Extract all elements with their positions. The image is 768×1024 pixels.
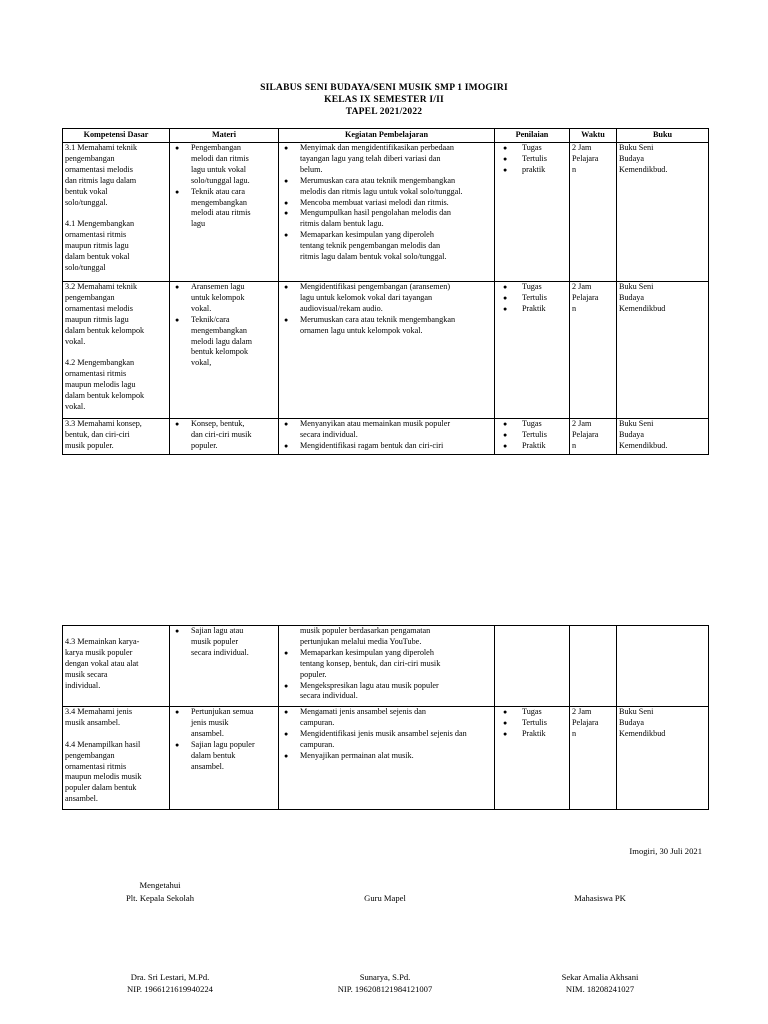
kegiatan-item (281, 176, 492, 198)
kd-line: musik populer. (65, 440, 114, 450)
materi-line: lagu (191, 219, 206, 229)
kd-line: pengembangan (65, 153, 115, 163)
materi-item (172, 740, 276, 773)
kegiatan-line: secara individual. (300, 691, 358, 701)
kegiatan-line: tentang konsep, bentuk, dan ciri-ciri musik (300, 658, 441, 668)
kd-line: pengembangan (65, 750, 115, 760)
kd-line: solo/tunggal (65, 262, 106, 272)
column-header: Buku (617, 129, 709, 143)
kegiatan-line: melodis dan ritmis lagu untuk vokal solo/tunggal. (300, 186, 463, 196)
buku-cell (617, 282, 709, 419)
kegiatan-line: audiovisual/rekam audio. (300, 303, 383, 313)
kegiatan-continued (281, 626, 492, 648)
kegiatan-item (281, 208, 492, 230)
materi-line: dan ciri-ciri musik (191, 429, 252, 439)
waktu-cell (570, 707, 617, 810)
kd-line: 4.4 Menampilkan hasil (65, 739, 141, 749)
penilaian-item: ● Tertulis (497, 154, 567, 165)
column-header: Waktu (570, 129, 617, 143)
kd-line: individual. (65, 680, 101, 690)
kegiatan-item (281, 419, 492, 441)
materi-item (172, 143, 276, 187)
principal-name: Dra. Sri Lestari, M.Pd. (130, 972, 210, 982)
teacher-title: Guru Mapel (364, 893, 406, 903)
materi-list (172, 143, 276, 230)
waktu-line: n (572, 303, 577, 313)
principal-nip: NIP. 196612161994022​4 (127, 984, 213, 994)
materi-line: populer. (191, 440, 218, 450)
materi-cell (170, 626, 279, 707)
kegiatan-item (281, 707, 492, 729)
kd-line: dalam bentuk kelompok (65, 391, 145, 401)
kd-gap (65, 626, 167, 637)
penilaian-item: ● Praktik (497, 304, 567, 315)
kegiatan-line: ● Memaparkan kesimpulan yang diperoleh (300, 230, 434, 240)
waktu-line: n (572, 440, 577, 450)
kegiatan-cell (279, 707, 495, 810)
penilaian-list (497, 282, 567, 315)
table-row (63, 143, 709, 282)
kompetensi-dasar-cell (63, 419, 170, 455)
materi-line: ● Sajian lagu atau (191, 626, 244, 635)
table-row (63, 282, 709, 419)
buku-line: Kemendikbud (619, 728, 666, 738)
kegiatan-line: ● Mengidentifikasi jenis musik ansambel sejenis dan (300, 728, 467, 738)
waktu-cell (570, 626, 617, 707)
buku-cell (617, 707, 709, 810)
syllabus-title: SILABUS SENI BUDAYA/SENI MUSIK SMP 1 IMOGIRI (260, 83, 508, 93)
kegiatan-item (281, 198, 492, 209)
kegiatan-item (281, 143, 492, 176)
kegiatan-item (281, 282, 492, 315)
kd-line: dan ritmis lagu dalam (65, 175, 137, 185)
kegiatan-line: ● Mencoba membuat variasi melodi dan ritmis. (300, 197, 449, 207)
kompetensi-dasar-cell (63, 143, 170, 282)
penilaian-list (497, 707, 567, 740)
buku-line: Buku Seni (619, 282, 654, 291)
materi-line: vokal. (191, 303, 212, 313)
kd-line: maupun melodis lagu (65, 380, 136, 390)
kegiatan-line: ● Memaparkan kesimpulan yang diperoleh (300, 647, 434, 657)
table-row (63, 626, 709, 707)
kegiatan-cell (279, 419, 495, 455)
materi-line: mengembangkan (191, 197, 247, 207)
kompetensi-dasar-cell (63, 626, 170, 707)
penilaian-list (497, 143, 567, 176)
materi-line: mengembangkan (191, 325, 247, 335)
materi-line: secara individual. (191, 647, 249, 657)
materi-item (172, 282, 276, 315)
materi-line: bentuk kelompok (191, 347, 249, 357)
principal-title: Plt. Kepala Sekolah (125, 893, 195, 903)
school-year: TAPEL 2021/2022 (345, 107, 423, 117)
materi-item (172, 187, 276, 231)
table-row (63, 419, 709, 455)
penilaian-list (497, 419, 567, 452)
kd-gap (65, 208, 167, 219)
kegiatan-line: ritmis lagu dalam bentuk vokal solo/tunggal. (300, 252, 447, 262)
kd-line: 4.2 Mengembangkan (65, 358, 135, 368)
kd-line: musik ansambel. (65, 717, 121, 727)
kegiatan-line: ● Mengumpulkan hasil pengolahan melodis dan (300, 208, 451, 218)
materi-item (172, 626, 276, 659)
table-header-row (63, 129, 709, 143)
penilaian-item: ● Praktik (497, 729, 567, 740)
penilaian-item: ● praktik (497, 165, 567, 176)
syllabus-table-2 (62, 625, 709, 810)
materi-list (172, 419, 276, 452)
materi-line: jenis musik (191, 717, 229, 727)
kd-line: pengembangan (65, 292, 115, 302)
kd-line: vokal. (65, 336, 86, 346)
kd-gap (65, 729, 167, 740)
kegiatan-item (281, 751, 492, 762)
materi-line: melodi dan ritmis (191, 153, 249, 163)
materi-item (172, 707, 276, 740)
kegiatan-line: ● Menyimak dan mengidentifikasikan perbedaan (300, 143, 454, 152)
materi-line: untuk kelompok (191, 292, 245, 302)
kd-line: dengan vokal atau alat (65, 658, 139, 668)
table-row (63, 707, 709, 810)
penilaian-cell (495, 143, 570, 282)
kegiatan-line: ● Mengekspresikan lagu atau musik populer (300, 680, 439, 690)
penilaian-item: ● Tertulis (497, 718, 567, 729)
kompetensi-dasar-cell (63, 282, 170, 419)
kompetensi-dasar-cell (63, 707, 170, 810)
kegiatan-list (281, 419, 492, 452)
waktu-line: n (572, 164, 577, 174)
materi-list (172, 282, 276, 369)
kegiatan-line: campuran. (300, 717, 335, 727)
buku-line: Budaya (619, 292, 645, 302)
kd-line: 3.3 Memahami konsep, (65, 419, 142, 428)
kegiatan-list (281, 648, 492, 703)
kegiatan-list (281, 143, 492, 263)
waktu-cell (570, 419, 617, 455)
place-date: Imogiri, 30 Juli 2021 (629, 846, 702, 856)
kegiatan-line: secara individual. (300, 429, 358, 439)
kd-line: bentuk, dan ciri-ciri (65, 429, 130, 439)
buku-line: Buku Seni (619, 707, 654, 716)
kegiatan-line: musik populer berdasarkan pengamatan (300, 626, 431, 635)
buku-line: Kemendikbud (619, 303, 666, 313)
kd-line: ornamentasi melodis (65, 164, 133, 174)
kd-line: ornamentasi ritmis (65, 230, 127, 240)
penilaian-cell (495, 707, 570, 810)
materi-item (172, 315, 276, 370)
penilaian-item: ● Tugas (497, 707, 567, 718)
penilaian-cell (495, 419, 570, 455)
waktu-line: 2 Jam (572, 282, 592, 291)
materi-line: ● Aransemen lagu (191, 282, 245, 291)
materi-line: melodi atau ritmis (191, 208, 251, 218)
kegiatan-line: tayangan lagu yang telah diberi variasi dan (300, 153, 441, 163)
column-header: Kompetensi Dasar (63, 129, 170, 143)
materi-cell (170, 707, 279, 810)
waktu-cell (570, 282, 617, 419)
kegiatan-line: ● Menyajikan permainan alat musik. (300, 750, 414, 760)
materi-line: ● Teknik/cara (191, 314, 230, 324)
waktu-cell (570, 143, 617, 282)
waktu-line: Pelajara (572, 292, 599, 302)
kegiatan-item (281, 648, 492, 681)
materi-line: melodi lagu dalam (191, 336, 252, 346)
kegiatan-line: ritmis dalam bentuk lagu. (300, 219, 384, 229)
kegiatan-item (281, 681, 492, 703)
kegiatan-line: ornamen lagu untuk kelompok vokal. (300, 325, 423, 335)
materi-line: ● Pengembangan (191, 143, 242, 152)
kd-line: ornamentasi melodis (65, 303, 133, 313)
column-header: Materi (170, 129, 279, 143)
kd-line: bentuk vokal (65, 186, 108, 196)
student-name: Sekar Amalia Akhsani (561, 972, 639, 982)
materi-item (172, 419, 276, 452)
kegiatan-line: lagu untuk kelomok vokal dari tayangan (300, 292, 433, 302)
kegiatan-item (281, 441, 492, 452)
kegiatan-cell (279, 626, 495, 707)
kegiatan-list (281, 282, 492, 337)
materi-line: musik populer (191, 636, 239, 646)
materi-cell (170, 419, 279, 455)
kd-line: maupun ritmis lagu (65, 314, 129, 324)
kd-gap (65, 347, 167, 358)
teacher-nip: NIP. 196208121984121007 (337, 984, 433, 994)
kd-line: dalam bentuk vokal (65, 252, 130, 262)
student-title: Mahasiswa PK (574, 893, 626, 903)
buku-line: Buku Seni (619, 143, 654, 152)
kegiatan-item (281, 729, 492, 751)
materi-list (172, 707, 276, 772)
class-semester: KELAS IX SEMESTER I/II (324, 95, 444, 105)
kd-line: maupun ritmis lagu (65, 241, 129, 251)
kegiatan-list (281, 707, 492, 762)
column-header: Kegiatan Pembelajaran (279, 129, 495, 143)
waktu-line: Pelajara (572, 717, 599, 727)
kegiatan-line: ● Merumuskan cara atau teknik mengembangkan (300, 175, 456, 185)
waktu-line: 2 Jam (572, 707, 592, 716)
buku-cell (617, 419, 709, 455)
waktu-line: 2 Jam (572, 143, 592, 152)
kegiatan-line: ● Mengamati jenis ansambel sejenis dan (300, 707, 426, 716)
kd-line: musik secara (65, 669, 108, 679)
buku-line: Budaya (619, 153, 645, 163)
kd-line: dalam bentuk kelompok (65, 325, 145, 335)
kegiatan-item (281, 315, 492, 337)
kegiatan-line: campuran. (300, 739, 335, 749)
kd-line: solo/tunggal. (65, 197, 108, 207)
buku-line: Budaya (619, 717, 645, 727)
materi-cell (170, 143, 279, 282)
waktu-line: 2 Jam (572, 419, 592, 428)
penilaian-item: ● Tugas (497, 143, 567, 154)
kegiatan-item (281, 230, 492, 263)
buku-line: Kemendikbud. (619, 164, 668, 174)
kegiatan-cell (279, 282, 495, 419)
materi-cell (170, 282, 279, 419)
materi-line: ansambel. (191, 728, 224, 738)
waktu-line: n (572, 728, 577, 738)
syllabus-table-1 (62, 128, 709, 455)
student-nim: NIM. 18208241027 (565, 984, 635, 994)
kd-line: ansambel. (65, 794, 98, 804)
kd-line: vokal. (65, 401, 86, 411)
materi-list (172, 626, 276, 659)
kegiatan-line: ● Mengidentifikasi pengembangan (aransemen) (300, 282, 451, 291)
waktu-line: Pelajara (572, 429, 599, 439)
kd-line: 3.2 Memahami teknik (65, 282, 138, 291)
penilaian-item: ● Tugas (497, 419, 567, 430)
penilaian-item: ● Praktik (497, 441, 567, 452)
penilaian-item: ● Tugas (497, 282, 567, 293)
kegiatan-line: belum. (300, 164, 323, 174)
materi-line: ● Sajian lagu populer (191, 739, 255, 749)
penilaian-cell (495, 282, 570, 419)
penilaian-item: ● Tertulis (497, 293, 567, 304)
materi-line: ansambel. (191, 761, 224, 771)
kd-line: ornamentasi ritmis (65, 369, 127, 379)
kd-line: ornamentasi ritmis (65, 761, 127, 771)
buku-line: Kemendikbud. (619, 440, 668, 450)
kegiatan-cell (279, 143, 495, 282)
column-header: Penilaian (495, 129, 570, 143)
kd-line: karya musik populer (65, 647, 133, 657)
waktu-line: Pelajara (572, 153, 599, 163)
approval-label: Mengetahui (139, 880, 181, 890)
buku-cell (617, 143, 709, 282)
teacher-name: Sunarya, S.Pd. (359, 972, 411, 982)
kegiatan-line: pertunjukan melalui media YouTube. (300, 636, 422, 646)
kd-line: 3.1 Memahami teknik (65, 143, 138, 152)
kegiatan-line: ● Merumuskan cara atau teknik mengembangkan (300, 314, 456, 324)
kd-line: 3.4 Memahami jenis (65, 707, 133, 716)
materi-line: dalam bentuk (191, 750, 236, 760)
kegiatan-line: ● Mengidentifikasi ragam bentuk dan ciri-ciri (300, 440, 444, 450)
materi-line: ● Konsep, bentuk, (191, 419, 245, 428)
penilaian-cell (495, 626, 570, 707)
kegiatan-line: tentang teknik pengembangan melodis dan (300, 241, 441, 251)
kd-line: 4.1 Mengembangkan (65, 219, 135, 229)
penilaian-item: ● Tertulis (497, 430, 567, 441)
materi-line: solo/tunggal lagu. (191, 175, 250, 185)
kd-line: maupun melodis musik (65, 772, 142, 782)
materi-line: lagu untuk vokal (191, 164, 247, 174)
materi-line: ● Pertunjukan semua (191, 707, 254, 716)
kd-line: populer dalam bentuk (65, 783, 137, 793)
kegiatan-line: ● Menyanyikan atau memainkan musik populer (300, 419, 451, 428)
materi-line: vokal, (191, 358, 212, 368)
materi-line: ● Teknik atau cara (191, 186, 245, 196)
kegiatan-line: populer. (300, 669, 327, 679)
buku-line: Buku Seni (619, 419, 654, 428)
buku-line: Budaya (619, 429, 645, 439)
kd-line: 4.3 Memainkan karya- (65, 636, 140, 646)
buku-cell (617, 626, 709, 707)
